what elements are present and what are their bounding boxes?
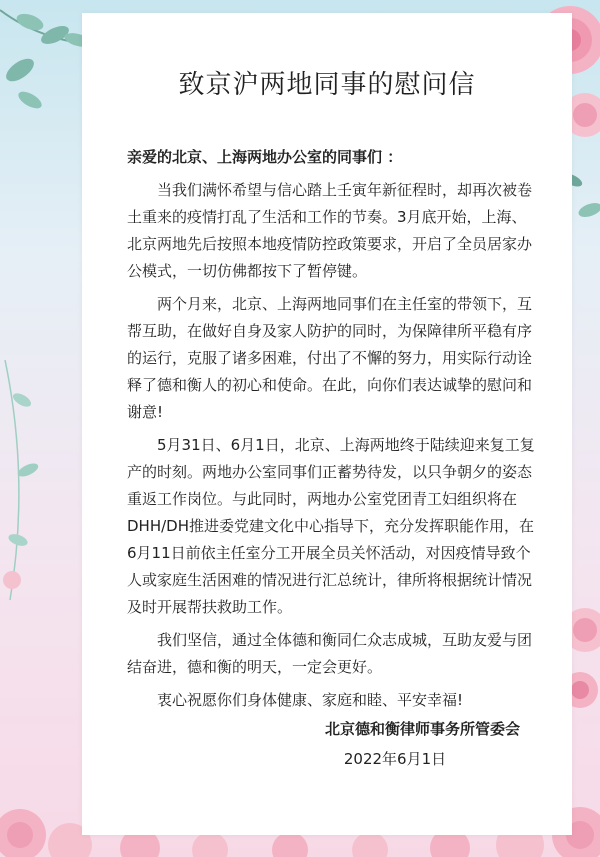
leaf-branch-icon — [0, 360, 60, 600]
letter-body — [127, 144, 539, 720]
letter-title: 致京沪两地同事的慰问信 — [178, 70, 476, 100]
paragraph-5: 衷心祝愿你们身体健康、家庭和睦、平安幸福! — [157, 691, 464, 709]
paragraph-3: 5月31日、6月1日，北京、上海两地终于陆续迎来复工复产的时刻。两地办公室同事们正蓄势待发，以只争朝夕的姿态重返工作岗位。与此同时，两地办公室党团青工妇组织将在DHH/DH推进委党建文化中心指导下，充分发挥职能作用，在6月11日前依主任室分工开展全员关怀活动，对因疫情导致个人或家庭生活困难的情况进行汇总统计，律所将根据统计情况及时开展帮扶救助工作。 — [127, 436, 535, 616]
letter-date: 2022年6月1日 — [343, 750, 447, 768]
salutation: 亲爱的北京、上海两地办公室的同事们 ： — [127, 148, 403, 166]
paragraph-1: 当我们满怀希望与信心踏上壬寅年新征程时，却再次被卷土重来的疫情打乱了生活和工作的节奏。3月底开始，上海、北京两地先后按照本地疫情防控政策要求，开启了全员居家办公模式，一切仿佛都按下了暂停键。 — [127, 181, 533, 280]
paragraph-2: 两个月来，北京、上海两地同事们在主任室的带领下，互帮互助，在做好自身及家人防护的同时，为保障律所平稳有序的运行，克服了诸多困难，付出了不懈的努力，用实际行动诠释了德和衡人的初心和使命。在此，向你们表达诚挚的慰问和谢意! — [127, 295, 533, 421]
paragraph-4: 我们坚信，通过全体德和衡同仁众志成城，互助友爱与团结奋进，德和衡的明天，一定会更好。 — [127, 631, 533, 676]
signature: 北京德和衡律师事务所管委会 — [324, 720, 520, 738]
